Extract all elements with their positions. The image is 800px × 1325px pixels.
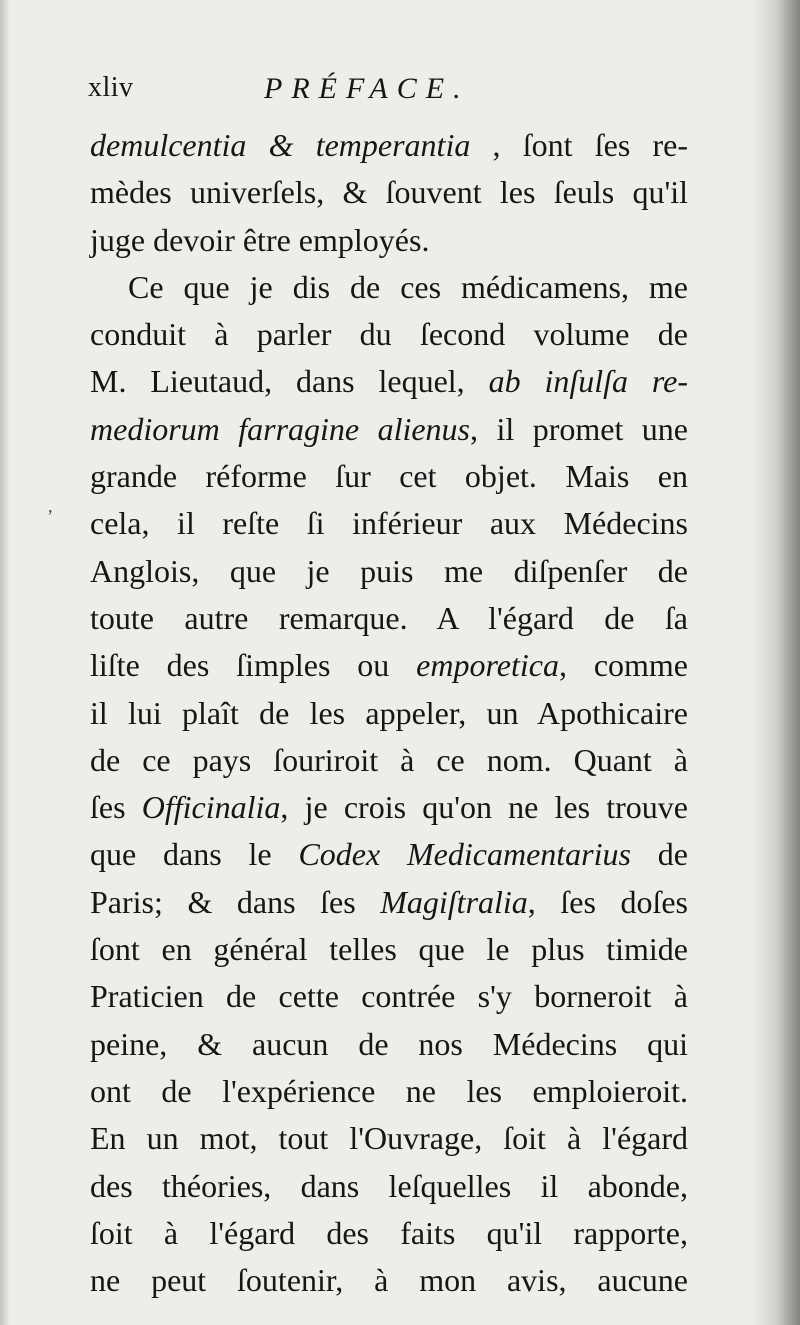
italic-text: demulcentia & temperantia xyxy=(90,127,471,163)
italic-text: Officinalia xyxy=(141,789,281,826)
text-run: des théories, dans leſquelles il abonde, xyxy=(90,1167,688,1204)
text-run: cela, il reſte ſi inférieur aux Médecins xyxy=(90,505,688,542)
text-line xyxy=(90,1021,688,1068)
italic-text: Codex Medicamentarius xyxy=(298,836,631,873)
text-line xyxy=(90,311,688,358)
text-line xyxy=(90,595,688,642)
text-run: de ce pays ſouriroit à ce nom. Quant à xyxy=(90,741,688,778)
italic-text: ab inſulſa re- xyxy=(488,363,689,400)
text-run: ont de l'expérience ne les emploieroit. xyxy=(90,1072,688,1109)
text-line xyxy=(90,831,688,878)
text-line xyxy=(90,1210,688,1257)
text-run: M. Lieutaud, dans lequel, xyxy=(90,363,489,400)
text-line xyxy=(90,169,688,216)
text-line xyxy=(90,500,688,547)
text-run: il lui plaît de les appeler, un Apothicaire xyxy=(90,694,688,731)
text-run: , ſes doſes xyxy=(527,883,689,920)
text-line xyxy=(90,737,688,784)
text-run: Paris; & dans ſes xyxy=(90,883,381,920)
text-line xyxy=(90,1115,688,1162)
text-run: de xyxy=(630,836,688,873)
text-line xyxy=(90,1163,688,1210)
text-run: , comme xyxy=(558,647,689,684)
text-run: toute autre remarque. A l'égard de ſa xyxy=(90,599,688,636)
text-run: Anglois, que je puis me diſpenſer de xyxy=(90,552,688,589)
text-run: grande réforme ſur cet objet. Mais en xyxy=(90,458,688,495)
page-number: xliv xyxy=(88,72,134,103)
text-run: Praticien de cette contrée s'y borneroit à xyxy=(90,978,688,1015)
text-run: ne peut ſoutenir, à mon avis, aucune xyxy=(90,1262,688,1299)
text-run: , ſont ſes re- xyxy=(470,127,689,163)
text-line xyxy=(90,879,688,926)
text-line xyxy=(90,548,688,595)
text-line xyxy=(90,784,688,831)
page-header xyxy=(88,72,688,112)
text-run: Ce que je dis de ces médicamens, me xyxy=(128,268,688,305)
text-line xyxy=(90,1257,688,1304)
text-run: , il promet une xyxy=(470,410,689,447)
text-line xyxy=(90,453,688,500)
margin-mark: , xyxy=(48,496,53,516)
text-line xyxy=(90,926,688,973)
italic-text: mediorum farragine alienus xyxy=(90,410,471,447)
text-line xyxy=(90,264,688,311)
text-line xyxy=(90,973,688,1020)
text-line xyxy=(90,406,688,453)
text-line xyxy=(90,358,688,405)
text-run: ſont en général telles que le plus timide xyxy=(90,931,688,968)
text-run: liſte des ſimples ou xyxy=(90,647,417,684)
body-text xyxy=(90,122,688,1304)
running-title: PRÉFACE. xyxy=(264,72,470,105)
text-line xyxy=(90,122,688,169)
text-run: ſes xyxy=(90,789,142,826)
text-run: mèdes univerſels, & ſouvent les ſeuls qu'il xyxy=(90,174,688,211)
text-run: ſoit à l'égard des faits qu'il rapporte, xyxy=(90,1214,688,1251)
text-line xyxy=(90,1068,688,1115)
gutter-shadow xyxy=(752,0,800,1325)
text-run: En un mot, tout l'Ouvrage, ſoit à l'égard xyxy=(90,1120,688,1157)
page-edge-shadow xyxy=(0,0,10,1325)
text-line xyxy=(90,217,688,264)
text-run: que dans le xyxy=(90,836,299,873)
text-run: conduit à parler du ſecond volume de xyxy=(90,316,688,353)
text-line xyxy=(90,690,688,737)
text-run: peine, & aucun de nos Médecins qui xyxy=(90,1025,688,1062)
italic-text: emporetica xyxy=(416,647,559,684)
text-run: , je crois qu'on ne les trouve xyxy=(280,789,689,826)
text-line xyxy=(90,642,688,689)
italic-text: Magiſtralia xyxy=(380,883,528,920)
text-run: juge devoir être employés. xyxy=(90,221,430,258)
